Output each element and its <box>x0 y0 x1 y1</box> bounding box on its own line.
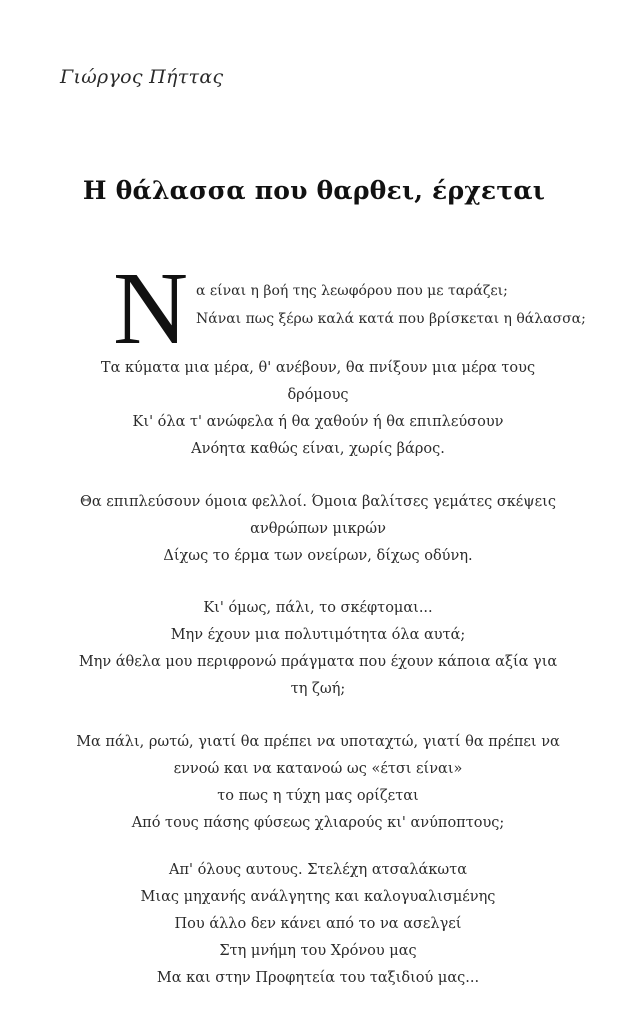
poem-line: Από τους πάσης φύσεως χλιαρούς κι' ανύποπτους; <box>131 815 505 831</box>
poem-line: Απ' όλους αυτους. Στελέχη ατσαλάκωτα <box>168 862 468 878</box>
poem-line: Κι' όλα τ' ανώφελα ή θα χαθούν ή θα επιπλεύσουν <box>132 414 504 430</box>
poem-line: Μιας μηχανής ανάλγητης και καλογυαλισμένης <box>140 889 496 905</box>
poem-line: Τα κύματα μια μέρα, θ' ανέβουν, θα πνίξουν μια μέρα τους <box>100 360 536 376</box>
stanza-5 <box>54 857 582 992</box>
stanza-1 <box>54 355 582 463</box>
stanza-4 <box>54 729 582 837</box>
opening-stanza <box>0 251 628 366</box>
poem-line: Μην έχουν μια πολυτιμότητα όλα αυτά; <box>170 627 466 643</box>
author-name: Γιώργος Πήττας <box>60 66 224 88</box>
poem-line: Μα και στην Προφητεία του ταξιδιού μας... <box>156 970 480 986</box>
poem-title: Η θάλασσα που θαρθει, έρχεται <box>82 176 546 205</box>
poem-line: Κι' όμως, πάλι, το σκέφτομαι... <box>203 600 433 616</box>
stanza-2 <box>54 489 582 570</box>
poem-line: Δίχως το έρμα των ονείρων, δίχως οδύνη. <box>163 548 473 564</box>
poem-line: Ανόητα καθώς είναι, χωρίς βάρος. <box>191 441 445 457</box>
poem-line: α είναι η βοή της λεωφόρου που με ταράζει; <box>196 283 508 299</box>
stanza-3 <box>54 595 582 703</box>
drop-cap: N <box>113 251 189 366</box>
poem-line: τη ζωή; <box>290 681 346 697</box>
poem-line: Μα πάλι, ρωτώ, γιατί θα πρέπει να υποταχτώ, γιατί θα πρέπει να <box>76 734 560 750</box>
poem-line: δρόμους <box>287 387 349 403</box>
poem-line: Μην άθελα μου περιφρονώ πράγματα που έχουν κάποια αξία για <box>78 654 558 670</box>
poem-line: Θα επιπλεύσουν όμοια φελλοί. Όμοια βαλίτσες γεμάτες σκέψεις <box>80 494 556 510</box>
poem-line: ανθρώπων μικρών <box>250 521 386 537</box>
poem-line: Στη μνήμη του Χρόνου μας <box>219 943 417 959</box>
poem-line: εννοώ και να κατανοώ ως «έτσι είναι» <box>173 761 463 777</box>
poem-line: το πως η τύχη μας ορίζεται <box>217 788 419 804</box>
poem-line: Νάναι πως ξέρω καλά κατά που βρίσκεται η θάλασσα; <box>196 311 586 327</box>
poem-line: Που άλλο δεν κάνει από το να ασελγεί <box>174 916 462 932</box>
